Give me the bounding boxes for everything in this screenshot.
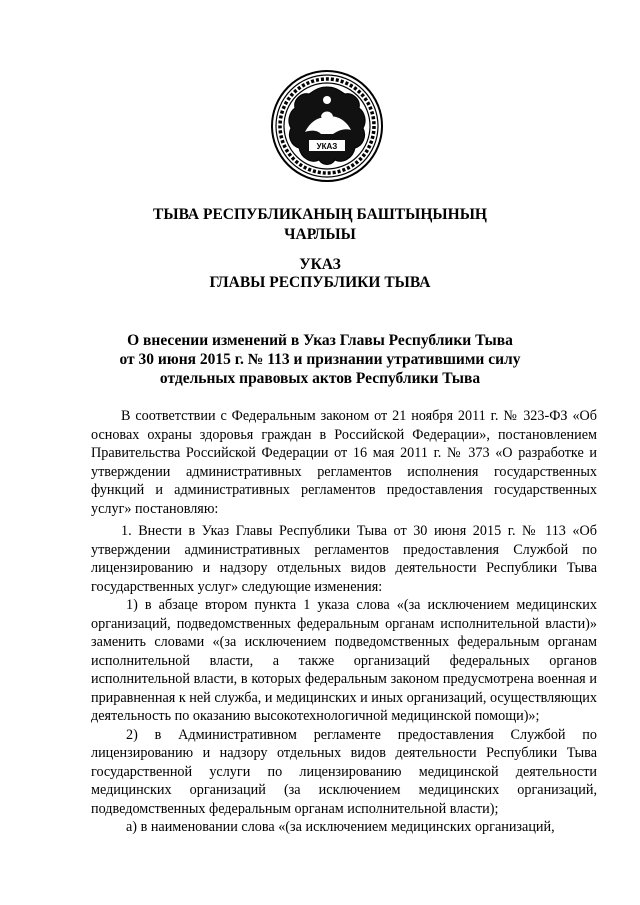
emblem-label: УКАЗ — [316, 142, 338, 151]
decree-title-line1: УКАЗ — [299, 256, 341, 273]
document-subject-line3: отдельных правовых актов Республики Тыва — [159, 370, 481, 387]
document-subject-line1: О внесении изменений в Указ Главы Республики Тыва — [127, 332, 513, 349]
item-1-paragraph — [91, 522, 597, 837]
subitem-1-text: 1) в абзаце втором пункта 1 указа слова «(за исключением медицинских организаций, подведомственных федеральным органам исполнительной власти)» заменить словами «(за исключением подведомственных федеральным органам исполнительной власти, а также организаций федеральных органов исполнительной власти, в которых федеральным законом предусмотрена военная и приравненная к ней служба, и медицинских и иных организаций, осуществляющих деятельность по оказанию высокотехнологичной медицинской помощи)»; — [91, 597, 597, 724]
item-1-text: 1. Внести в Указ Главы Республики Тыва от 30 июня 2015 г. № 113 «Об утверждении административных регламентов предоставления Службой по лицензированию и надзору отдельных видов деятельности Республики Тыва государственных услуг» следующие изменения: — [91, 523, 597, 595]
tuvan-title-line1: ТЫВА РЕСПУБЛИКАНЫҢ БАШТЫҢЫНЫҢ — [153, 206, 487, 223]
preamble-paragraph — [91, 407, 597, 518]
preamble-text: В соответствии с Федеральным законом от 21 ноября 2011 г. № 323-ФЗ «Об основах охраны здоровья граждан в Российской Федерации», постановлением Правительства Российской Федерации от 16 мая 2011 г. № 373 «О разработке и утверждении административных регламентов исполнения государственных функций и административных регламентов предоставления государственных услуг» постановляю: — [91, 408, 597, 517]
tuvan-title-line2: ЧАРЛЫЫ — [284, 226, 356, 243]
subitem-2-text: 2) в Административном регламенте предоставления Службой по лицензированию и надзору отдельных видов деятельности Республики Тыва государственной услуги по лицензированию медицинской деятельности медицинских организаций (за исключением медицинских организаций, подведомственных федеральным органам исполнительной власти); — [91, 726, 597, 817]
document-subject-line2: от 30 июня 2015 г. № 113 и признании утратившими силу — [119, 351, 521, 368]
tuva-emblem-icon — [271, 70, 383, 182]
subitem-2a-text: а) в наименовании слова «(за исключением медицинских организаций, — [126, 819, 555, 835]
decree-title-line2: ГЛАВЫ РЕСПУБЛИКИ ТЫВА — [209, 274, 431, 291]
